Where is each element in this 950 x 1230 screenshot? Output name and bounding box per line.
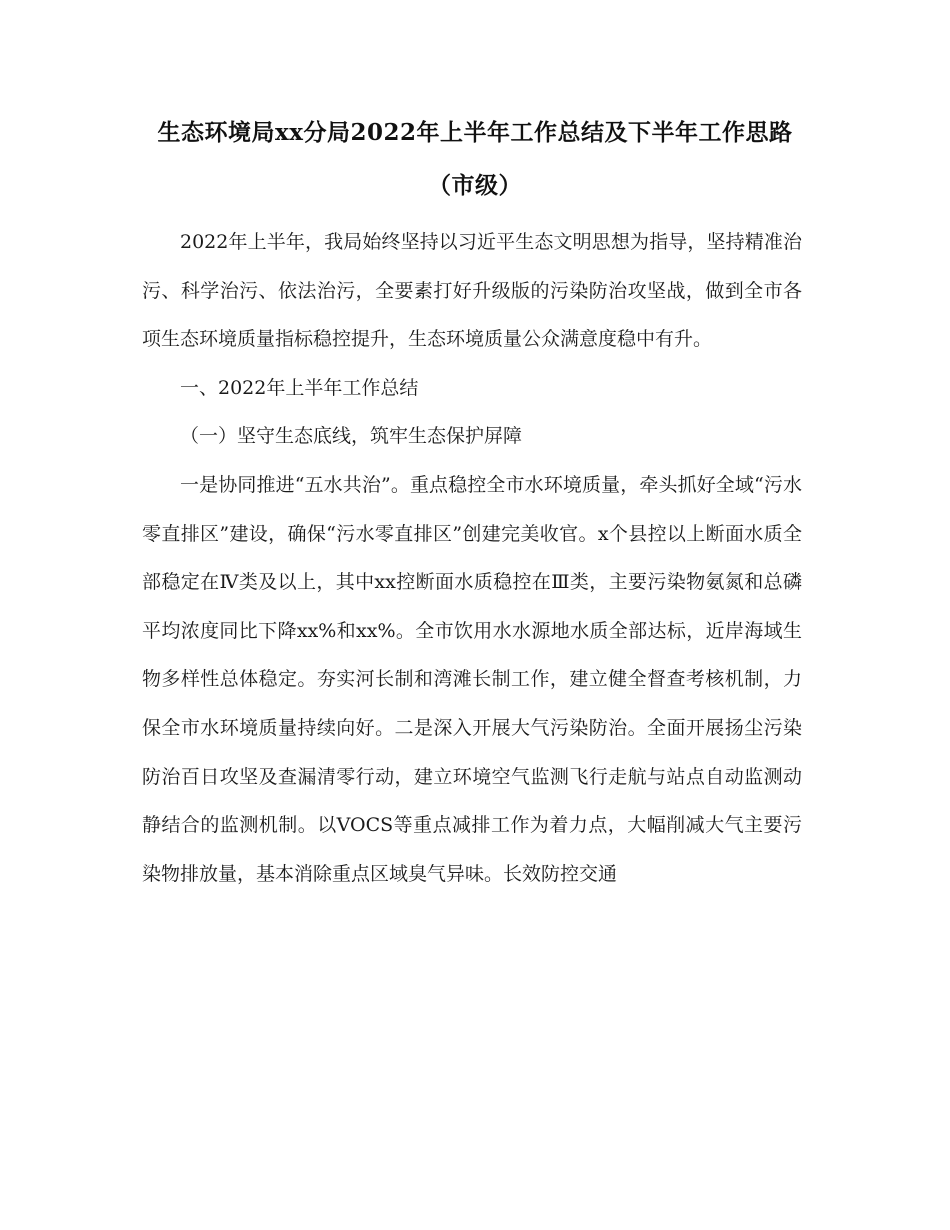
section-heading: 一、2022年上半年工作总结 — [180, 376, 419, 399]
document-body — [142, 218, 802, 898]
document-subtitle: （市级） — [428, 172, 522, 199]
subsection-heading: （一）坚守生态底线，筑牢生态保护屏障 — [180, 425, 523, 448]
intro-paragraph: 2022年上半年，我局始终坚持以习近平生态文明思想为指导，坚持精准治污、科学治污、依法治污，全要素打好升级版的污染防治攻坚战，做到全市各项生态环境质量指标稳控提升，生态环境质量公众满意度稳中有升。 — [142, 231, 802, 351]
document-title: 生态环境局xx分局2022年上半年工作总结及下半年工作思路 — [157, 119, 793, 146]
body-paragraph: 一是协同推进“五水共治”。重点稳控全市水环境质量，牵头抓好全域“污水零直排区”建设，确保“污水零直排区”创建完美收官。x个县控以上断面水质全部稳定在Ⅳ类及以上，其中xx控断面水质稳控在Ⅲ类，主要污染物氨氮和总磷平均浓度同比下降xx%和xx%。全市饮用水水源地水质全部达标，近岸海域生物多样性总体稳定。夯实河长制和湾滩长制工作，建立健全督查考核机制，力保全市水环境质量持续向好。二是深入开展大气污染防治。全面开展扬尘污染防治百日攻坚及查漏清零行动，建立环境空气监测飞行走航与站点自动监测动静结合的监测机制。以VOCS等重点减排工作为着力点，大幅削减大气主要污染物排放量，基本消除重点区域臭气异味。长效防控交通 — [142, 473, 802, 885]
